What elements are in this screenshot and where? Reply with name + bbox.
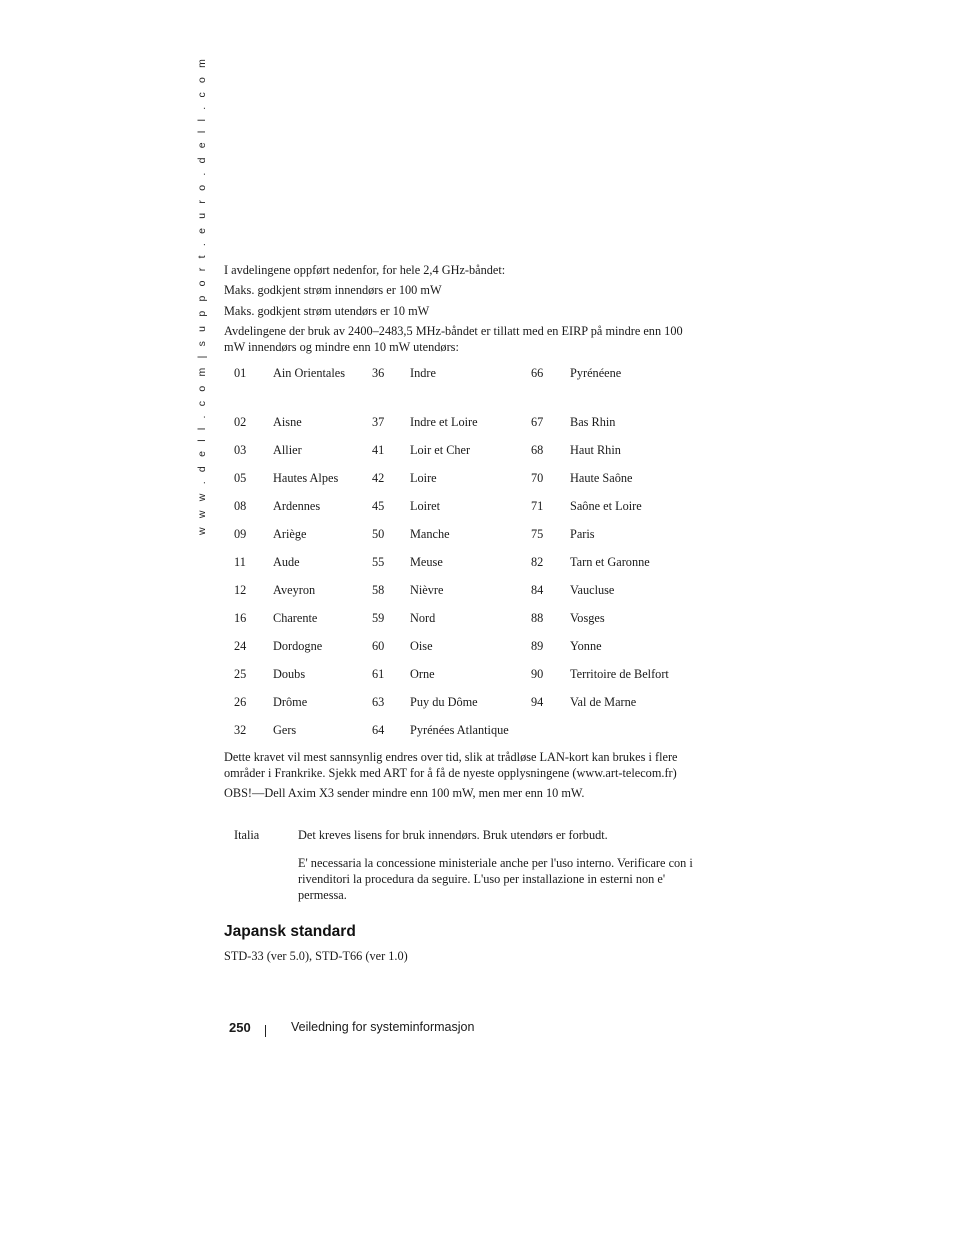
table-row <box>224 365 704 414</box>
dept-name-col1: Aude <box>273 555 300 569</box>
dept-name-col2: Loir et Cher <box>410 443 471 457</box>
dept-name-col1: Ardennes <box>273 499 321 513</box>
dept-code-col2: 64 <box>372 723 385 737</box>
intro-line-4: Avdelingene der bruk av 2400–2483,5 MHz-båndet er tillatt med en EIRP på mindre enn 100 mW innendørs og mindre enn 10 mW utendørs: <box>224 324 683 354</box>
dept-code-col3: 68 <box>531 443 544 457</box>
dept-name-col2: Nièvre <box>410 583 444 597</box>
dept-code-col3: 94 <box>531 695 544 709</box>
dept-code-col1: 02 <box>234 415 247 429</box>
table-row <box>224 414 704 442</box>
dept-name-col3: Haut Rhin <box>570 443 621 457</box>
section-heading: Japansk standard <box>224 923 356 940</box>
dept-name-col2: Puy du Dôme <box>410 695 478 709</box>
dept-name-col3: Bas Rhin <box>570 415 616 429</box>
side-url: w w w . d e l l . c o m | s u p p o r t . e u r o . d e l l . c o m <box>196 55 208 535</box>
dept-name-col1: Ariège <box>273 527 307 541</box>
italia-text-italiano: E' necessaria la concessione ministeriale anche per l'uso interno. Verificare con i rivenditori la procedura da seguire. L'uso per installazione in esterni non e' permessa. <box>298 856 693 902</box>
dept-code-col1: 08 <box>234 499 247 513</box>
dept-code-col3: 89 <box>531 639 544 653</box>
dept-code-col2: 55 <box>372 555 385 569</box>
dept-name-col3: Tarn et Garonne <box>570 555 650 569</box>
footer-separator <box>265 1025 266 1037</box>
dept-code-col1: 03 <box>234 443 247 457</box>
dept-code-col2: 45 <box>372 499 385 513</box>
dept-code-col2: 36 <box>372 366 385 380</box>
dept-code-col2: 63 <box>372 695 385 709</box>
dept-name-col1: Aveyron <box>273 583 316 597</box>
dept-name-col2: Orne <box>410 667 435 681</box>
table-row <box>224 610 704 638</box>
table-row <box>224 638 704 666</box>
table-row <box>224 722 704 750</box>
dept-name-col3: Paris <box>570 527 595 541</box>
italia-country: Italia <box>234 828 260 842</box>
dept-code-col3: 90 <box>531 667 544 681</box>
dept-code-col2: 59 <box>372 611 385 625</box>
dept-name-col3: Vosges <box>570 611 605 625</box>
dept-name-col3: Territoire de Belfort <box>570 667 669 681</box>
dept-name-col1: Dordogne <box>273 639 323 653</box>
dept-code-col2: 58 <box>372 583 385 597</box>
intro-line-3: Maks. godkjent strøm utendørs er 10 mW <box>224 304 430 318</box>
intro-line-2: Maks. godkjent strøm innendørs er 100 mW <box>224 283 442 297</box>
dept-code-col2: 42 <box>372 471 385 485</box>
dept-code-col3: 88 <box>531 611 544 625</box>
dept-name-col3: Vaucluse <box>570 583 615 597</box>
dept-code-col1: 25 <box>234 667 247 681</box>
dept-name-col3: Yonne <box>570 639 602 653</box>
dept-name-col1: Charente <box>273 611 318 625</box>
dept-code-col2: 60 <box>372 639 385 653</box>
dept-name-col2: Oise <box>410 639 433 653</box>
italia-text-norsk: Det kreves lisens for bruk innendørs. Bruk utendørs er forbudt. <box>298 828 608 842</box>
table-row <box>224 526 704 554</box>
dept-code-col2: 61 <box>372 667 385 681</box>
table-row <box>224 442 704 470</box>
dept-code-col1: 12 <box>234 583 247 597</box>
dept-name-col2: Meuse <box>410 555 443 569</box>
dept-name-col2: Loiret <box>410 499 441 513</box>
dept-name-col1: Allier <box>273 443 302 457</box>
dept-name-col2: Pyrénées Atlantique <box>410 723 509 737</box>
dept-name-col1: Aisne <box>273 415 302 429</box>
dept-code-col3: 71 <box>531 499 544 513</box>
dept-code-col3: 67 <box>531 415 544 429</box>
dept-code-col1: 11 <box>234 555 246 569</box>
table-row <box>224 666 704 694</box>
standards-text: STD-33 (ver 5.0), STD-T66 (ver 1.0) <box>224 949 408 963</box>
dept-code-col2: 50 <box>372 527 385 541</box>
dept-name-col3: Saône et Loire <box>570 499 642 513</box>
dept-code-col1: 26 <box>234 695 247 709</box>
table-row <box>224 498 704 526</box>
dept-code-col3: 66 <box>531 366 544 380</box>
dept-code-col1: 16 <box>234 611 247 625</box>
note-axim: OBS!—Dell Axim X3 sender mindre enn 100 mW, men mer enn 10 mW. <box>224 786 585 800</box>
dept-name-col1: Drôme <box>273 695 308 709</box>
page-number: 250 <box>229 1020 251 1035</box>
footer-title: Veiledning for systeminformasjon <box>291 1020 475 1034</box>
dept-name-col3: Val de Marne <box>570 695 637 709</box>
dept-code-col1: 01 <box>234 366 247 380</box>
table-row <box>224 554 704 582</box>
dept-name-col1: Doubs <box>273 667 306 681</box>
dept-code-col1: 32 <box>234 723 247 737</box>
dept-code-col1: 09 <box>234 527 247 541</box>
dept-name-col2: Nord <box>410 611 436 625</box>
dept-name-col3: Pyrénéene <box>570 366 622 380</box>
dept-name-col2: Loire <box>410 471 437 485</box>
dept-name-col2: Indre <box>410 366 436 380</box>
dept-code-col3: 70 <box>531 471 544 485</box>
dept-code-col3: 75 <box>531 527 544 541</box>
table-row <box>224 470 704 498</box>
dept-code-col1: 05 <box>234 471 247 485</box>
note-frankrike: Dette kravet vil mest sannsynlig endres over tid, slik at trådløse LAN-kort kan brukes i flere områder i Frankrike. Sjekk med ART for å få de nyeste opplysningene (www.art-telecom.fr) <box>224 750 678 780</box>
department-table <box>224 365 704 750</box>
intro-line-1: I avdelingene oppført nedenfor, for hele 2,4 GHz-båndet: <box>224 263 506 277</box>
dept-code-col1: 24 <box>234 639 247 653</box>
dept-name-col1: Hautes Alpes <box>273 471 339 485</box>
table-row <box>224 694 704 722</box>
dept-code-col2: 41 <box>372 443 385 457</box>
dept-code-col2: 37 <box>372 415 385 429</box>
dept-name-col2: Manche <box>410 527 450 541</box>
table-row <box>224 582 704 610</box>
dept-name-col1: Gers <box>273 723 297 737</box>
dept-code-col3: 84 <box>531 583 544 597</box>
dept-name-col3: Haute Saône <box>570 471 633 485</box>
dept-name-col2: Indre et Loire <box>410 415 478 429</box>
dept-code-col3: 82 <box>531 555 544 569</box>
dept-name-col1: Ain Orientales <box>273 366 346 380</box>
